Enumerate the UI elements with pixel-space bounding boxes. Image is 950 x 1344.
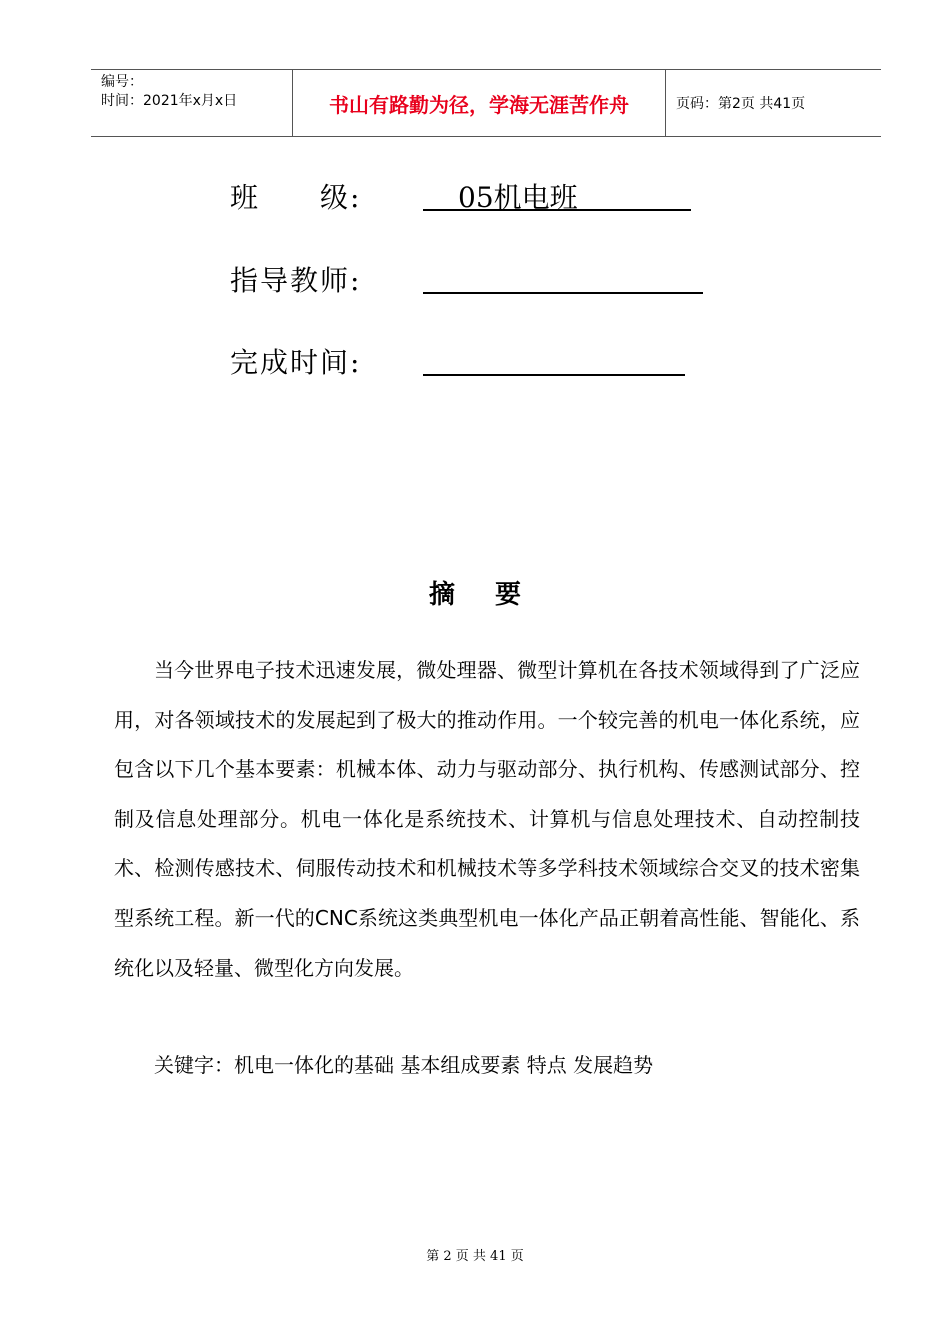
time-label: 时间：2021年x月x日 xyxy=(101,93,238,109)
header-motto-cell xyxy=(293,70,666,136)
field-completion-time-underline xyxy=(423,374,685,376)
page-footer: 第 2 页 共 41 页 xyxy=(426,1249,524,1264)
header-meta-cell xyxy=(91,70,293,136)
field-completion-time-label: 完成时间: xyxy=(230,346,362,379)
page-header xyxy=(91,69,881,137)
field-class-value: 05机电班 xyxy=(458,181,578,214)
serial-number-label: 编号： xyxy=(101,74,143,90)
page-number-label: 页码：第2页 共41页 xyxy=(676,96,806,112)
header-page-cell xyxy=(666,70,881,136)
field-advisor-underline xyxy=(423,292,703,294)
field-advisor-label: 指导教师: xyxy=(230,264,362,297)
abstract-keywords: 关键字：机电一体化的基础 基本组成要素 特点 发展趋势 xyxy=(154,1053,654,1077)
abstract-title: 摘要 xyxy=(428,580,561,610)
field-class-label: 班 级: xyxy=(230,181,362,214)
abstract-body: 当今世界电子技术迅速发展，微处理器、微型计算机在各技术领域得到了广泛应用，对各领域技术的发展起到了极大的推动作用。一个较完善的机电一体化系统，应包含以下几个基本要素：机械本体、动力与驱动部分、执行机构、传感测试部分、控制及信息处理部分。机电一体化是系统技术、计算机与信息处理技术、自动控制技术、检测传感技术、伺服传动技术和机械技术等多学科技术领域综合交叉的技术密集型系统工程。新一代的CNC系统这类典型机电一体化产品正朝着高性能、智能化、系统化以及轻量、微型化方向发展。 xyxy=(114,658,860,980)
motto-text: 书山有路勤为径，学海无涯苦作舟 xyxy=(329,92,629,117)
